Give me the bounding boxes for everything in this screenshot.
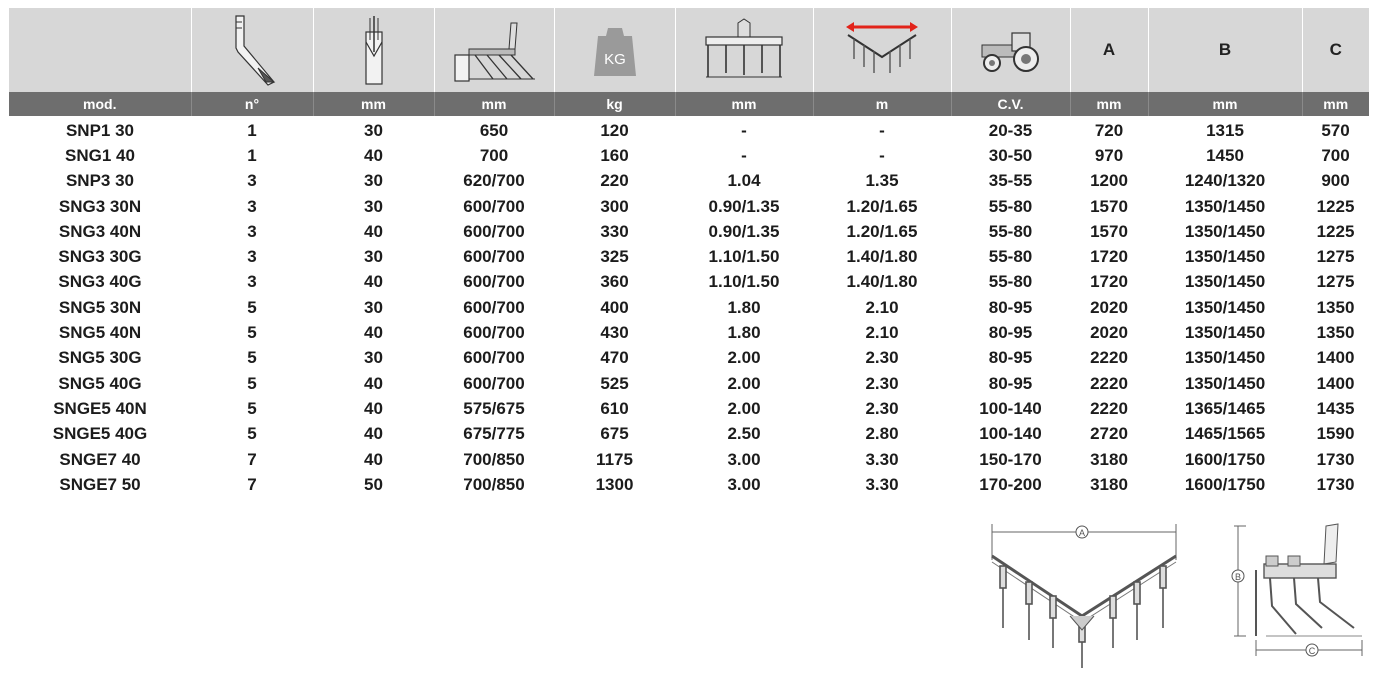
table-cell: 1400 <box>1316 348 1355 368</box>
table-cell: 20-35 <box>988 120 1033 140</box>
table-cell: 50 <box>364 474 383 494</box>
table-cell: 3.00 <box>727 449 761 469</box>
table-cell: 1365/1465 <box>1184 398 1266 418</box>
table-cell: 30 <box>364 171 383 191</box>
table-cell: 2.30 <box>865 398 899 418</box>
table-cell: 1315 <box>1206 120 1244 140</box>
table-cell: 1300 <box>595 474 634 494</box>
table-cell: 1350/1450 <box>1184 348 1266 368</box>
frame-height-icon <box>434 8 554 92</box>
unit-cell: n° <box>191 92 313 116</box>
dimension-c-mark: C <box>1308 646 1316 656</box>
table-cell: 470 <box>600 348 629 368</box>
table-cell: 1225 <box>1316 221 1355 241</box>
table-cell: 40 <box>364 373 383 393</box>
shank-icon <box>191 8 313 92</box>
table-cell: 2220 <box>1090 398 1128 418</box>
table-cell: 1730 <box>1316 449 1355 469</box>
header-blank <box>9 8 191 92</box>
model-cell: SNGE5 40N <box>53 398 147 418</box>
table-cell: 3 <box>247 221 257 241</box>
table-cell: 1435 <box>1316 398 1355 418</box>
table-cell: 5 <box>247 398 257 418</box>
unit-cell: kg <box>554 92 675 116</box>
table-cell: 1.10/1.50 <box>708 272 780 292</box>
table-cell: 1.80 <box>727 297 761 317</box>
tractor-icon <box>951 8 1070 92</box>
table-cell: 2.50 <box>727 424 761 444</box>
table-row <box>9 143 1369 168</box>
table-row <box>9 472 1369 497</box>
table-cell: 3180 <box>1090 449 1128 469</box>
table-cell: 400 <box>600 297 629 317</box>
icon-header-row <box>9 8 1369 92</box>
table-cell: - <box>879 120 885 140</box>
table-cell: 1600/1750 <box>1184 474 1266 494</box>
table-cell: 30 <box>364 297 383 317</box>
table-cell: 2.00 <box>727 398 761 418</box>
table-cell: 30 <box>364 247 383 267</box>
table-cell: 325 <box>600 247 629 267</box>
table-cell: 1450 <box>1206 145 1244 165</box>
table-cell: 2020 <box>1090 297 1128 317</box>
table-cell: 300 <box>600 196 629 216</box>
table-cell: 0.90/1.35 <box>708 196 780 216</box>
table-cell: 30-50 <box>988 145 1033 165</box>
model-cell: SNG5 30N <box>58 297 142 317</box>
table-cell: 675/775 <box>463 424 525 444</box>
table-cell: 40 <box>364 145 383 165</box>
table-cell: 80-95 <box>988 373 1033 393</box>
unit-cell: m <box>813 92 951 116</box>
table-cell: 700/850 <box>463 474 525 494</box>
table-cell: 1350 <box>1316 323 1355 343</box>
table-cell: 1465/1565 <box>1184 424 1266 444</box>
table-cell: 35-55 <box>988 171 1033 191</box>
overall-width-icon <box>813 8 951 92</box>
table-cell: 1350/1450 <box>1184 297 1266 317</box>
table-cell: 570 <box>1321 120 1350 140</box>
table-row <box>9 194 1369 219</box>
model-cell: SNG3 40N <box>58 221 142 241</box>
header-letter-c: C <box>1302 8 1369 92</box>
table-cell: 1350/1450 <box>1184 323 1266 343</box>
unit-cell: mm <box>434 92 554 116</box>
table-cell: 700/850 <box>463 449 525 469</box>
table-cell: 1200 <box>1090 171 1128 191</box>
table-cell: 7 <box>247 449 257 469</box>
unit-cell: mod. <box>9 92 191 116</box>
table-cell: 1275 <box>1316 247 1355 267</box>
table-cell: 1350/1450 <box>1184 247 1266 267</box>
table-cell: 1.10/1.50 <box>708 247 780 267</box>
table-row <box>9 396 1369 421</box>
table-cell: 80-95 <box>988 323 1033 343</box>
table-row <box>9 244 1369 269</box>
table-cell: 1350/1450 <box>1184 196 1266 216</box>
model-cell: SNG3 40G <box>58 272 142 292</box>
table-cell: 2.30 <box>865 373 899 393</box>
table-cell: 2220 <box>1090 373 1128 393</box>
table-cell: 675 <box>600 424 629 444</box>
unit-cell: mm <box>675 92 813 116</box>
table-cell: 170-200 <box>979 474 1042 494</box>
table-cell: 2.10 <box>865 297 899 317</box>
table-cell: 3.30 <box>865 474 899 494</box>
model-cell: SNGE5 40G <box>52 424 148 444</box>
model-cell: SNG1 40 <box>65 145 135 165</box>
model-cell: SNP3 30 <box>65 171 135 191</box>
table-cell: - <box>741 120 747 140</box>
table-cell: 3180 <box>1090 474 1128 494</box>
table-cell: 160 <box>600 145 629 165</box>
table-cell: 40 <box>364 221 383 241</box>
table-cell: 2.00 <box>727 348 761 368</box>
table-cell: 600/700 <box>463 247 525 267</box>
table-cell: 1350 <box>1316 297 1355 317</box>
table-cell: 2.00 <box>727 373 761 393</box>
table-cell: 600/700 <box>463 323 525 343</box>
table-cell: 80-95 <box>988 297 1033 317</box>
unit-cell: mm <box>313 92 434 116</box>
table-row <box>9 447 1369 472</box>
table-cell: 30 <box>364 120 383 140</box>
table-cell: 1 <box>247 145 257 165</box>
table-row <box>9 346 1369 371</box>
table-cell: 3 <box>247 171 257 191</box>
table-cell: 1.40/1.80 <box>846 272 918 292</box>
table-cell: 430 <box>600 323 629 343</box>
table-cell: 600/700 <box>463 196 525 216</box>
table-cell: 5 <box>247 424 257 444</box>
table-cell: 900 <box>1321 171 1350 191</box>
model-cell: SNG5 40N <box>58 323 142 343</box>
table-cell: 55-80 <box>988 196 1033 216</box>
table-cell: 0.90/1.35 <box>708 221 780 241</box>
table-row <box>9 422 1369 447</box>
header-letter-a: A <box>1070 8 1148 92</box>
table-cell: 40 <box>364 323 383 343</box>
table-cell: 100-140 <box>979 424 1042 444</box>
dimension-a-mark: A <box>1078 528 1086 538</box>
model-cell: SNG3 30N <box>58 196 142 216</box>
table-cell: 1 <box>247 120 257 140</box>
table-cell: 1350/1450 <box>1184 221 1266 241</box>
table-row <box>9 219 1369 244</box>
table-cell: 620/700 <box>463 171 525 191</box>
table-row <box>9 295 1369 320</box>
table-cell: 1225 <box>1316 196 1355 216</box>
table-cell: 120 <box>600 120 629 140</box>
model-cell: SNGE7 50 <box>59 474 141 494</box>
table-cell: 5 <box>247 348 257 368</box>
table-cell: 40 <box>364 449 383 469</box>
table-cell: 1350/1450 <box>1184 373 1266 393</box>
table-cell: 720 <box>1094 120 1124 140</box>
table-row <box>9 320 1369 345</box>
table-cell: 330 <box>600 221 629 241</box>
spec-table-body <box>9 116 1369 497</box>
weight-kg-icon <box>554 8 675 92</box>
table-cell: 1570 <box>1090 196 1128 216</box>
table-cell: 970 <box>1094 145 1124 165</box>
table-row <box>9 371 1369 396</box>
table-cell: 525 <box>600 373 629 393</box>
table-row <box>9 270 1369 295</box>
table-cell: 650 <box>479 120 509 140</box>
model-cell: SNP1 30 <box>65 120 135 140</box>
top-view-diagram <box>986 520 1182 672</box>
table-cell: 600/700 <box>463 348 525 368</box>
table-cell: - <box>741 145 747 165</box>
table-cell: 1590 <box>1316 424 1355 444</box>
table-cell: 30 <box>364 348 383 368</box>
table-cell: 5 <box>247 323 257 343</box>
table-cell: 2720 <box>1090 424 1128 444</box>
table-cell: 1570 <box>1090 221 1128 241</box>
table-cell: 1720 <box>1090 247 1128 267</box>
table-cell: 40 <box>364 272 383 292</box>
table-cell: 1350/1450 <box>1184 272 1266 292</box>
table-cell: 1175 <box>596 449 633 469</box>
table-cell: 30 <box>364 196 383 216</box>
table-cell: 600/700 <box>463 373 525 393</box>
table-cell: 40 <box>364 398 383 418</box>
table-cell: 700 <box>479 145 509 165</box>
table-cell: 3 <box>247 196 257 216</box>
table-cell: 3 <box>247 272 257 292</box>
table-cell: 5 <box>247 373 257 393</box>
table-cell: 40 <box>364 424 383 444</box>
table-cell: 150-170 <box>979 449 1042 469</box>
table-cell: 360 <box>600 272 629 292</box>
table-cell: 55-80 <box>988 272 1033 292</box>
unit-cell: mm <box>1148 92 1302 116</box>
table-cell: 1600/1750 <box>1184 449 1266 469</box>
table-cell: 575/675 <box>463 398 525 418</box>
model-cell: SNG5 40G <box>58 373 142 393</box>
table-cell: 1730 <box>1316 474 1355 494</box>
table-cell: 3.30 <box>865 449 899 469</box>
table-cell: - <box>879 145 885 165</box>
spec-table <box>9 8 1369 497</box>
table-cell: 3.00 <box>727 474 761 494</box>
table-cell: 5 <box>247 297 257 317</box>
table-cell: 1.04 <box>727 171 761 191</box>
table-cell: 1.80 <box>727 323 761 343</box>
table-cell: 600/700 <box>463 297 525 317</box>
model-cell: SNG5 30G <box>58 348 142 368</box>
table-cell: 1400 <box>1316 373 1355 393</box>
unit-header-row <box>9 92 1369 116</box>
model-cell: SNGE7 40 <box>59 449 141 469</box>
shank-width-icon <box>313 8 434 92</box>
table-row <box>9 116 1369 143</box>
table-cell: 2220 <box>1090 348 1128 368</box>
header-letter-b: B <box>1148 8 1302 92</box>
table-cell: 3 <box>247 247 257 267</box>
model-cell: SNG3 30G <box>58 247 142 267</box>
table-row <box>9 169 1369 194</box>
side-view-diagram <box>1226 520 1370 664</box>
unit-cell: mm <box>1302 92 1369 116</box>
table-cell: 700 <box>1321 145 1350 165</box>
table-cell: 600/700 <box>463 221 525 241</box>
table-cell: 1.20/1.65 <box>846 221 918 241</box>
table-cell: 1.35 <box>865 171 899 191</box>
dimension-b-mark: B <box>1234 572 1242 582</box>
table-cell: 2.80 <box>865 424 899 444</box>
table-cell: 80-95 <box>988 348 1033 368</box>
table-cell: 2.30 <box>865 348 899 368</box>
table-cell: 55-80 <box>988 247 1033 267</box>
table-cell: 100-140 <box>979 398 1042 418</box>
table-cell: 55-80 <box>988 221 1033 241</box>
table-cell: 1720 <box>1090 272 1128 292</box>
unit-cell: C.V. <box>951 92 1070 116</box>
table-cell: 2.10 <box>865 323 899 343</box>
table-cell: 1240/1320 <box>1184 171 1266 191</box>
table-cell: 1.20/1.65 <box>846 196 918 216</box>
table-cell: 2020 <box>1090 323 1128 343</box>
table-cell: 600/700 <box>463 272 525 292</box>
table-cell: 220 <box>600 171 629 191</box>
table-cell: 1.40/1.80 <box>846 247 918 267</box>
working-width-icon <box>675 8 813 92</box>
unit-cell: mm <box>1070 92 1148 116</box>
table-cell: 7 <box>247 474 257 494</box>
table-cell: 610 <box>600 398 629 418</box>
table-cell: 1275 <box>1316 272 1355 292</box>
kg-label: KG <box>603 51 626 68</box>
